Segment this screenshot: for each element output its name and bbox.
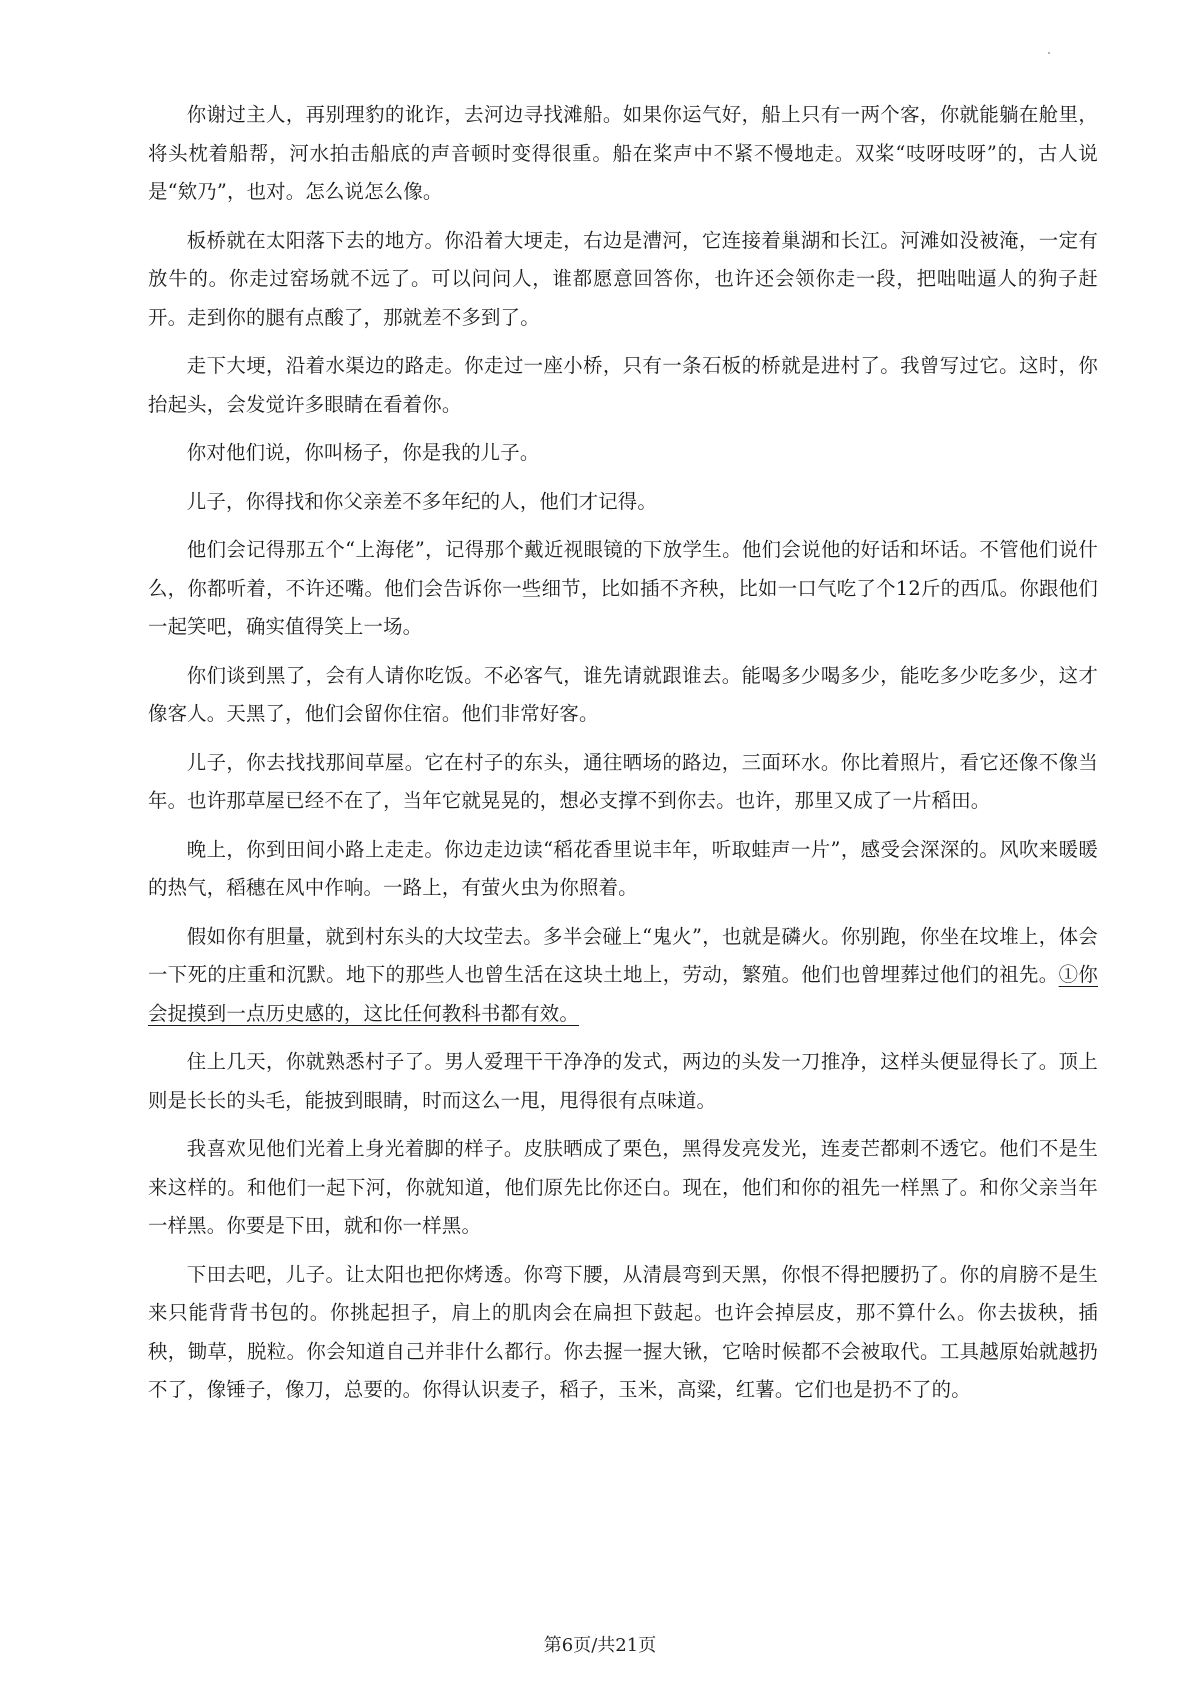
paragraph-introduce: 你对他们说，你叫杨子，你是我的儿子。	[186, 441, 540, 464]
paragraph-bridge: 板桥就在太阳落下去的地方。你沿着大埂走，右边是漕河，它连接着巢湖和长江。河滩如没被淹，一定有放牛的。你走过窑场就不远了。可以问问人，谁都愿意回答你，也许还会领你走一段，把咄咄逼人的狗子赶开。走到你的腿有点酸了，那就差不多到了。	[148, 228, 1098, 329]
graveyard-text: 假如你有胆量，就到村东头的大坟茔去。多半会碰上“鬼火”，也就是磷火。你别跑，你坐在坟堆上，体会一下死的庄重和沉默。地下的那些人也曾生活在这块土地上，劳动，繁殖。他们也曾埋葬过他们的祖先。	[148, 924, 1098, 986]
paragraph-find-elders: 儿子，你得找和你父亲差不多年纪的人，他们才记得。	[186, 489, 657, 513]
article-body	[148, 96, 1098, 1420]
paragraph-village-entry: 走下大埂，沿着水渠边的路走。你走过一座小桥，只有一条石板的桥就是进村了。我曾写过它。这时，你抬起头，会发觉许多眼睛在看着你。	[148, 354, 1098, 416]
underlined-sentence-1: ①你会捉摸到一点历史感的，这比任何教科书都有效。	[148, 963, 1098, 1025]
paragraph-boat: 你谢过主人，再别理豹的讹诈，去河边寻找滩船。如果你运气好，船上只有一两个客，你就能躺在舱里，将头枕着船帮，河水拍击船底的声音顿时变得很重。船在桨声中不紧不慢地走。双桨“吱呀吱呀”的，古人说是“欸乃”，也对。怎么说怎么像。	[148, 103, 1098, 203]
paragraph-graveyard	[148, 918, 1098, 1034]
paragraph-hairstyle: 住上几天，你就熟悉村子了。男人爱理干干净净的发式，两边的头发一刀推净，这样头便显得长了。顶上则是长长的头毛，能披到眼睛，时而这么一甩，甩得很有点味道。	[148, 1050, 1098, 1112]
paragraph-tanned-skin: 我喜欢见他们光着上身光着脚的样子。皮肤晒成了栗色，黑得发亮发光，连麦芒都刺不透它。他们不是生来这样的。和他们一起下河，你就知道，他们原先比你还白。现在，他们和你的祖先一样黑了。和你父亲当年一样黑。你要是下田，就和你一样黑。	[148, 1137, 1098, 1237]
page-number-footer: 第6页/共21页	[543, 1635, 657, 1656]
scan-speck	[1048, 52, 1050, 54]
paragraph-thatched-hut: 儿子，你去找找那间草屋。它在村子的东头，通往晒场的路边，三面环水。你比着照片，看它还像不像当年。也许那草屋已经不在了，当年它就晃晃的，想必支撑不到你去。也许，那里又成了一片稻田。	[148, 750, 1098, 812]
paragraph-evening-walk: 晚上，你到田间小路上走走。你边走边读“稻花香里说丰年，听取蛙声一片”，感受会深深的。风吹来暖暖的热气，稻穗在风中作响。一路上，有萤火虫为你照着。	[148, 837, 1098, 899]
paragraph-farm-work: 下田去吧，儿子。让太阳也把你烤透。你弯下腰，从清晨弯到天黑，你恨不得把腰扔了。你的肩膀不是生来只能背背书包的。你挑起担子，肩上的肌肉会在扁担下鼓起。也许会掉层皮，那不算什么。你去拔秧，插秧，锄草，脱粒。你会知道自己并非什么都行。你去握一握大锹，它啥时候都不会被取代。工具越原始就越扔不了，像锤子，像刀，总要的。你得认识麦子，稻子，玉米，高粱，红薯。它们也是扔不了的。	[148, 1262, 1098, 1401]
paragraph-shanghai-folks: 他们会记得那五个“上海佬”，记得那个戴近视眼镜的下放学生。他们会说他的好话和坏话。不管他们说什么，你都听着，不许还嘴。他们会告诉你一些细节，比如插不齐秧，比如一口气吃了个12斤的西瓜。你跟他们一起笑吧，确实值得笑上一场。	[148, 538, 1098, 638]
paragraph-dinner: 你们谈到黑了，会有人请你吃饭。不必客气，谁先请就跟谁去。能喝多少喝多少，能吃多少吃多少，这才像客人。天黑了，他们会留你住宿。他们非常好客。	[148, 663, 1098, 725]
